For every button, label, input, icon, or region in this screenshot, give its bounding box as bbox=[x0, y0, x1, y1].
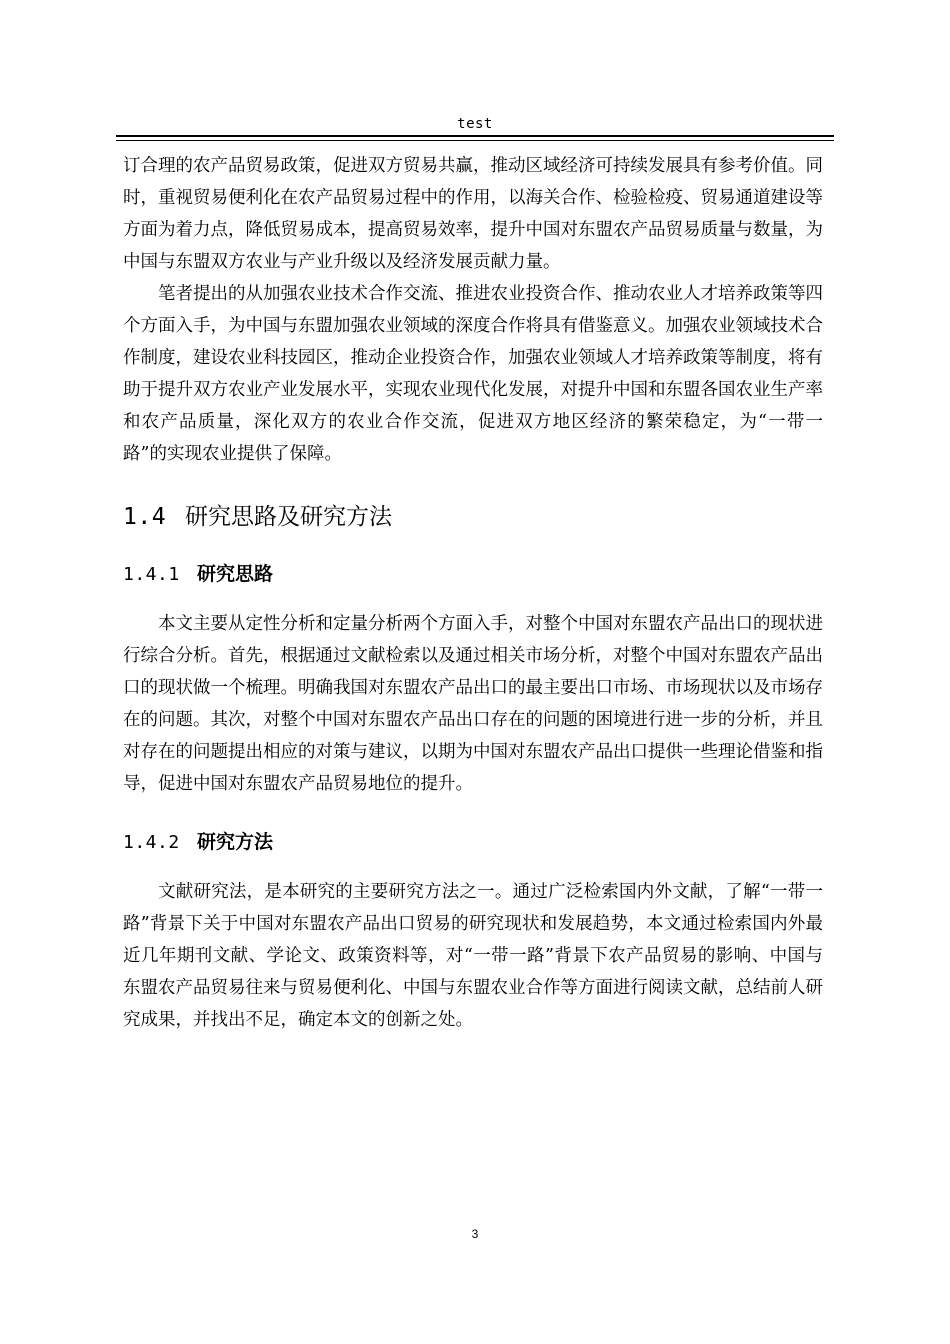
subsection-number: 1.4.1 bbox=[123, 564, 180, 585]
paragraph: 笔者提出的从加强农业技术合作交流、推进农业投资合作、推动农业人才培养政策等四个方面入手，为中国与东盟加强农业领域的深度合作将具有借鉴意义。加强农业领域技术合作制度，建设农业科技园区，推动企业投资合作，加强农业领域人才培养政策等制度，将有助于提升双方农业产业发展水平，实现农业现代化发展，对提升中国和东盟各国农业生产率和农产品质量，深化双方的农业合作交流，促进双方地区经济的繁荣稳定，为“一带一路”的实现农业提供了保障。 bbox=[123, 284, 823, 464]
header-rule-thin bbox=[116, 140, 834, 141]
section-title: 研究思路及研究方法 bbox=[185, 504, 392, 530]
running-header: test bbox=[457, 116, 493, 132]
subsection-heading-1-4-1 bbox=[123, 559, 823, 590]
subsection-title: 研究方法 bbox=[197, 831, 274, 853]
subsection-heading-1-4-2 bbox=[123, 827, 823, 858]
subsection-title: 研究思路 bbox=[197, 563, 274, 585]
page-number: 3 bbox=[471, 1227, 479, 1241]
subsection-number: 1.4.2 bbox=[123, 832, 180, 853]
paragraph: 本文主要从定性分析和定量分析两个方面入手，对整个中国对东盟农产品出口的现状进行综合分析。首先，根据通过文献检索以及通过相关市场分析，对整个中国对东盟农产品出口的现状做一个梳理。明确我国对东盟农产品出口的最主要出口市场、市场现状以及市场存在的问题。其次，对整个中国对东盟农产品出口存在的问题的困境进行进一步的分析，并且对存在的问题提出相应的对策与建议，以期为中国对东盟农产品出口提供一些理论借鉴和指导，促进中国对东盟农产品贸易地位的提升。 bbox=[123, 614, 823, 794]
header-rule-thick bbox=[116, 135, 834, 137]
section-heading-1-4 bbox=[123, 499, 823, 535]
paragraph-continued: 订合理的农产品贸易政策，促进双方贸易共赢，推动区域经济可持续发展具有参考价值。同时，重视贸易便利化在农产品贸易过程中的作用，以海关合作、检验检疫、贸易通道建设等方面为着力点，降低贸易成本，提高贸易效率，提升中国对东盟农产品贸易质量与数量，为中国与东盟双方农业与产业升级以及经济发展贡献力量。 bbox=[123, 156, 823, 272]
page-body bbox=[123, 150, 823, 1036]
paragraph: 文献研究法，是本研究的主要研究方法之一。通过广泛检索国内外文献，了解“一带一路”背景下关于中国对东盟农产品出口贸易的研究现状和发展趋势，本文通过检索国内外最近几年期刊文献、学论文、政策资料等，对“一带一路”背景下农产品贸易的影响、中国与东盟农产品贸易往来与贸易便利化、中国与东盟农业合作等方面进行阅读文献，总结前人研究成果，并找出不足，确定本文的创新之处。 bbox=[123, 882, 823, 1030]
section-number: 1.4 bbox=[123, 504, 167, 530]
